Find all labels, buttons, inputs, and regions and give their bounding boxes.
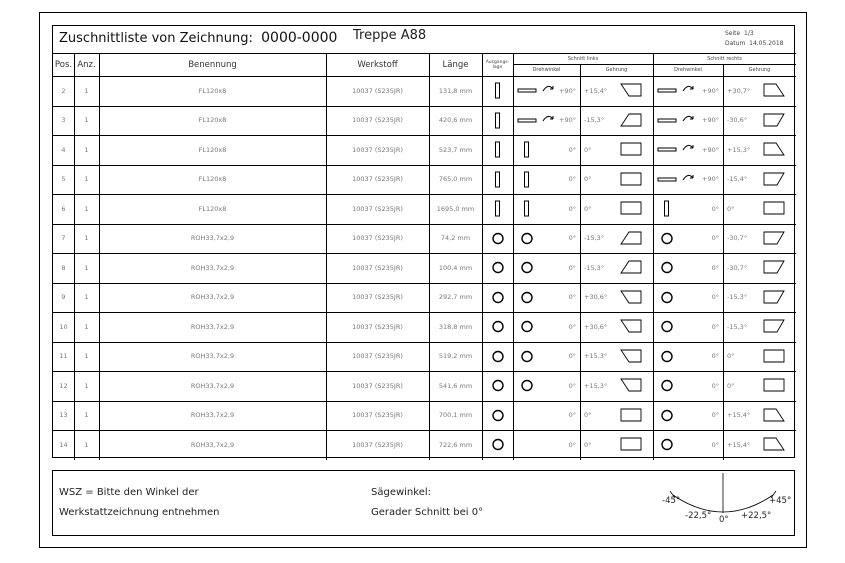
left-miter-angle: 0° [584, 175, 592, 184]
row-anz: 1 [84, 411, 89, 420]
right-rotation-angle: +90° [702, 116, 719, 125]
header-benennung: Benennung [188, 59, 237, 70]
right-miter-angle: 0° [727, 381, 735, 390]
right-cut-profile-round-icon [657, 288, 677, 307]
left-cut-profile-flat-v-icon [517, 140, 537, 159]
row-material: 10037 (S235JR) [352, 381, 403, 390]
right-cut-profile-flat-h-icon [657, 81, 677, 100]
header-gehrung-links: Gehrung [605, 67, 628, 73]
wsz-note-line2: Werkstattzeichnung entnehmen [59, 507, 220, 518]
left-rotation-angle: 0° [568, 440, 576, 449]
row-name: FL120x8 [198, 86, 227, 95]
header-gehrung-rechts: Gehrung [748, 67, 771, 73]
right-miter-shape-icon [762, 81, 788, 100]
row-anz: 1 [84, 204, 89, 213]
row-anz: 1 [84, 293, 89, 302]
row-material: 10037 (S235JR) [352, 86, 403, 95]
right-miter-shape-icon [762, 376, 788, 395]
row-name: ROH33,7x2,9 [190, 322, 235, 331]
left-miter-shape-icon [619, 170, 645, 189]
page-info: Seite 1/3 [725, 30, 754, 37]
column-divider [653, 53, 654, 460]
list-title [59, 30, 337, 46]
row-length: 541,6 mm [438, 381, 473, 390]
left-miter-shape-icon [619, 229, 645, 248]
left-miter-shape-icon [619, 406, 645, 425]
right-cut-profile-round-icon [657, 347, 677, 366]
right-rotation-angle: 0° [711, 381, 719, 390]
right-rotation-angle: 0° [711, 234, 719, 243]
row-material: 10037 (S235JR) [352, 116, 403, 125]
left-miter-angle: +30,6° [584, 293, 608, 302]
left-miter-angle: +15,3° [584, 352, 608, 361]
row-anz: 1 [84, 145, 89, 154]
header-pos: Pos. [54, 59, 73, 70]
right-miter-angle: +30,7° [727, 86, 751, 95]
right-miter-shape-icon [762, 111, 788, 130]
row-name: FL120x8 [198, 145, 227, 154]
start-profile-round-icon [488, 229, 508, 248]
right-rotation-angle: 0° [711, 322, 719, 331]
right-miter-angle: -30,7° [727, 234, 748, 243]
scale-minus-45: -45° [662, 496, 681, 506]
row-pos: 14 [59, 440, 68, 449]
row-anz: 1 [84, 263, 89, 272]
header-laenge: Länge [442, 59, 469, 70]
header-werkstoff: Werkstoff [357, 59, 398, 70]
row-pos: 3 [61, 116, 66, 125]
right-rotation-angle: 0° [711, 411, 719, 420]
row-name: ROH33,7x2,9 [190, 352, 235, 361]
right-cut-profile-round-icon [657, 406, 677, 425]
column-divider [513, 53, 514, 460]
date-info: Datum 14.05.2018 [725, 40, 784, 47]
scale-minus-22-5: -22,5° [685, 511, 712, 521]
row-material: 10037 (S235JR) [352, 322, 403, 331]
left-rotation-angle: 0° [568, 322, 576, 331]
legend-box [52, 470, 795, 536]
right-cut-profile-flat-h-icon [657, 140, 677, 159]
left-rotation-angle: 0° [568, 204, 576, 213]
row-length: 722,6 mm [438, 440, 473, 449]
right-cut-profile-round-icon [657, 376, 677, 395]
row-length: 700,1 mm [438, 411, 473, 420]
column-divider [482, 53, 483, 460]
start-profile-flat-v-icon [488, 199, 508, 218]
row-length: 523,7 mm [438, 145, 473, 154]
left-cut-profile-round-icon [517, 288, 537, 307]
row-length: 420,6 mm [438, 116, 473, 125]
left-miter-shape-icon [619, 140, 645, 159]
scale-zero: 0° [719, 515, 729, 525]
start-profile-round-icon [488, 435, 508, 454]
header-ausgangslage: Ausgangs-lage [485, 59, 510, 70]
row-pos: 8 [61, 263, 66, 272]
row-pos: 13 [59, 411, 68, 420]
right-miter-shape-icon [762, 317, 788, 336]
right-miter-angle: 0° [727, 352, 735, 361]
right-cut-profile-round-icon [657, 317, 677, 336]
right-rotation-angle: +90° [702, 145, 719, 154]
left-miter-angle: 0° [584, 204, 592, 213]
start-profile-flat-v-icon [488, 111, 508, 130]
left-rotation-angle: 0° [568, 411, 576, 420]
right-rotation-angle: 0° [711, 204, 719, 213]
left-cut-profile-round-icon [517, 258, 537, 277]
right-miter-angle: -15,4° [727, 175, 748, 184]
right-miter-angle: 0° [727, 204, 735, 213]
start-profile-flat-v-icon [488, 170, 508, 189]
start-profile-flat-v-icon [488, 81, 508, 100]
right-rotation-angle: 0° [711, 352, 719, 361]
right-rotation-angle: 0° [711, 440, 719, 449]
row-material: 10037 (S235JR) [352, 263, 403, 272]
row-name: ROH33,7x2,9 [190, 234, 235, 243]
right-miter-angle: -30,7° [727, 263, 748, 272]
left-cut-profile-flat-v-icon [517, 170, 537, 189]
left-miter-angle: +15,3° [584, 381, 608, 390]
row-name: FL120x8 [198, 204, 227, 213]
row-name: FL120x8 [198, 116, 227, 125]
header-schnitt-rechts: Schnitt rechts [707, 55, 742, 62]
row-pos: 12 [59, 381, 68, 390]
start-profile-round-icon [488, 347, 508, 366]
left-rotation-angle: 0° [568, 352, 576, 361]
left-cut-profile-flat-h-icon [517, 81, 537, 100]
right-miter-shape-icon [762, 140, 788, 159]
row-length: 100,4 mm [438, 263, 473, 272]
row-length: 765,0 mm [438, 175, 473, 184]
right-rotation-angle: +90° [702, 175, 719, 184]
left-rotation-angle: 0° [568, 263, 576, 272]
right-cut-profile-round-icon [657, 258, 677, 277]
row-material: 10037 (S235JR) [352, 352, 403, 361]
left-miter-angle: +30,6° [584, 322, 608, 331]
row-material: 10037 (S235JR) [352, 293, 403, 302]
row-pos: 7 [61, 234, 66, 243]
row-name: ROH33,7x2,9 [190, 440, 235, 449]
drawing-number: 0000-0000 [261, 30, 338, 46]
left-miter-shape-icon [619, 258, 645, 277]
saw-angle-label: Sägewinkel: [371, 487, 432, 498]
left-cut-profile-flat-h-icon [517, 111, 537, 130]
row-pos: 11 [59, 352, 68, 361]
left-miter-shape-icon [619, 376, 645, 395]
left-cut-profile-round-icon [517, 347, 537, 366]
saw-angle-note: Gerader Schnitt bei 0° [371, 507, 484, 518]
row-pos: 5 [61, 175, 66, 184]
row-anz: 1 [84, 440, 89, 449]
row-pos: 4 [61, 145, 66, 154]
row-material: 10037 (S235JR) [352, 234, 403, 243]
start-profile-round-icon [488, 376, 508, 395]
right-miter-angle: -15,3° [727, 322, 748, 331]
row-length: 519,2 mm [438, 352, 473, 361]
left-miter-angle: -15,3° [584, 263, 605, 272]
row-anz: 1 [84, 234, 89, 243]
header-anz: Anz. [77, 59, 96, 70]
right-miter-shape-icon [762, 435, 788, 454]
left-miter-angle: +15,4° [584, 86, 608, 95]
right-cut-profile-flat-h-icon [657, 170, 677, 189]
right-cut-profile-flat-v-icon [657, 199, 677, 218]
left-miter-angle: 0° [584, 440, 592, 449]
right-miter-shape-icon [762, 258, 788, 277]
row-anz: 1 [84, 116, 89, 125]
left-miter-angle: -15,3° [584, 234, 605, 243]
left-miter-shape-icon [619, 288, 645, 307]
row-pos: 2 [61, 86, 66, 95]
wsz-note-line1: WSZ = Bitte den Winkel der [59, 487, 199, 498]
row-material: 10037 (S235JR) [352, 175, 403, 184]
right-rotation-angle: 0° [711, 293, 719, 302]
header-schnitt-links: Schnitt links [567, 55, 599, 62]
right-miter-shape-icon [762, 229, 788, 248]
left-rotation-angle: 0° [568, 234, 576, 243]
row-pos: 9 [61, 293, 66, 302]
left-miter-shape-icon [619, 81, 645, 100]
right-cut-profile-round-icon [657, 435, 677, 454]
left-rotation-angle: 0° [568, 381, 576, 390]
right-miter-angle: -30,6° [727, 116, 748, 125]
row-material: 10037 (S235JR) [352, 145, 403, 154]
row-material: 10037 (S235JR) [352, 204, 403, 213]
row-material: 10037 (S235JR) [352, 440, 403, 449]
row-anz: 1 [84, 175, 89, 184]
row-length: 1695,0 mm [436, 204, 475, 213]
row-name: ROH33,7x2,9 [190, 293, 235, 302]
row-length: 74,2 mm [440, 234, 471, 243]
row-pos: 6 [61, 204, 66, 213]
left-rotation-angle: +90° [559, 116, 576, 125]
left-miter-shape-icon [619, 199, 645, 218]
row-length: 318,8 mm [438, 322, 473, 331]
left-miter-angle: -15,3° [584, 116, 605, 125]
start-profile-round-icon [488, 258, 508, 277]
row-pos: 10 [59, 322, 68, 331]
start-profile-round-icon [488, 317, 508, 336]
left-cut-profile-flat-v-icon [517, 199, 537, 218]
left-rotation-angle: +90° [559, 86, 576, 95]
right-miter-shape-icon [762, 288, 788, 307]
right-miter-shape-icon [762, 406, 788, 425]
right-miter-angle: +15,4° [727, 411, 751, 420]
row-name: FL120x8 [198, 175, 227, 184]
left-miter-shape-icon [619, 347, 645, 366]
left-miter-angle: 0° [584, 145, 592, 154]
right-rotation-angle: +90° [702, 86, 719, 95]
right-miter-shape-icon [762, 170, 788, 189]
left-miter-angle: 0° [584, 411, 592, 420]
left-rotation-angle: 0° [568, 175, 576, 184]
row-material: 10037 (S235JR) [352, 411, 403, 420]
row-length: 292,7 mm [438, 293, 473, 302]
row-anz: 1 [84, 322, 89, 331]
left-miter-shape-icon [619, 317, 645, 336]
start-profile-round-icon [488, 406, 508, 425]
right-miter-angle: +15,4° [727, 440, 751, 449]
row-anz: 1 [84, 86, 89, 95]
left-cut-profile-round-icon [517, 229, 537, 248]
right-miter-shape-icon [762, 199, 788, 218]
left-miter-shape-icon [619, 111, 645, 130]
right-miter-angle: -15,3° [727, 293, 748, 302]
right-cut-profile-round-icon [657, 229, 677, 248]
row-name: ROH33,7x2,9 [190, 411, 235, 420]
row-name: ROH33,7x2,9 [190, 381, 235, 390]
header-drehwinkel-rechts: Drehwinkel [674, 67, 702, 73]
right-miter-angle: +15,3° [727, 145, 751, 154]
title-label: Zuschnittliste von Zeichnung: [59, 30, 253, 46]
left-rotation-angle: 0° [568, 293, 576, 302]
left-cut-profile-round-icon [517, 376, 537, 395]
start-profile-flat-v-icon [488, 140, 508, 159]
start-profile-round-icon [488, 288, 508, 307]
scale-plus-22-5: +22,5° [741, 511, 772, 521]
row-length: 131,8 mm [438, 86, 473, 95]
scale-plus-45: +45° [769, 496, 792, 506]
project-name: Treppe A88 [353, 28, 427, 43]
row-anz: 1 [84, 381, 89, 390]
left-miter-shape-icon [619, 435, 645, 454]
right-miter-shape-icon [762, 347, 788, 366]
left-cut-profile-round-icon [517, 317, 537, 336]
row-anz: 1 [84, 352, 89, 361]
row-name: ROH33,7x2,9 [190, 263, 235, 272]
right-cut-profile-flat-h-icon [657, 111, 677, 130]
header-drehwinkel-links: Drehwinkel [532, 67, 561, 73]
left-rotation-angle: 0° [568, 145, 576, 154]
cut-list-table [52, 25, 795, 458]
right-rotation-angle: 0° [711, 263, 719, 272]
